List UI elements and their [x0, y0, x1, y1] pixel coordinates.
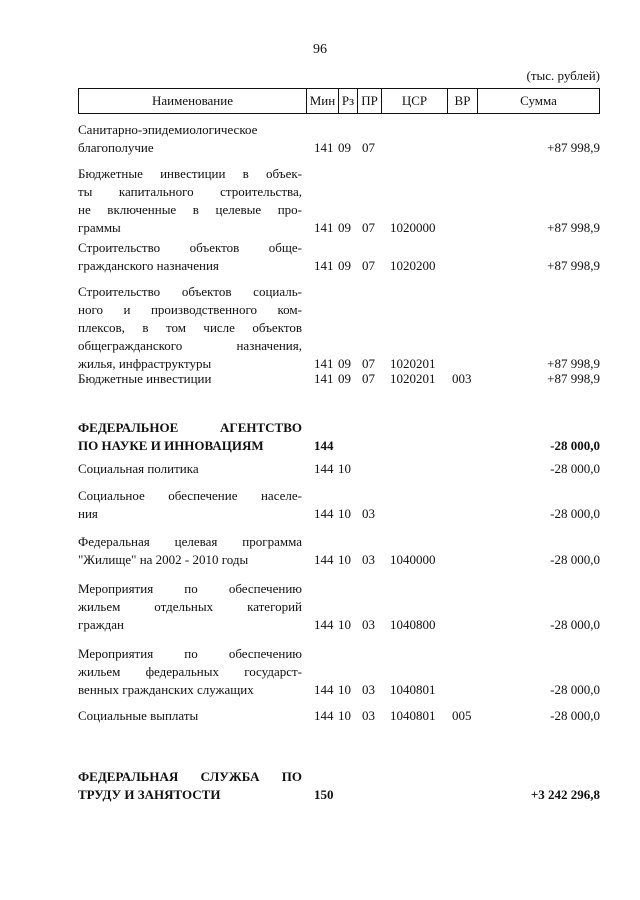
row-sum: -28 000,0 — [550, 617, 600, 632]
row-rz: 10 — [338, 552, 351, 567]
row-name-line: ТРУДУ И ЗАНЯТОСТИ — [78, 787, 221, 802]
row-name — [78, 419, 302, 455]
table-row — [78, 283, 600, 373]
row-rz: 09 — [338, 371, 351, 386]
row-name-line: гражданского назначения — [78, 258, 219, 273]
row-csr: 1040000 — [390, 552, 436, 567]
row-name-line: Социальное обеспечение населе- — [78, 488, 302, 503]
row-min: 144 — [314, 552, 334, 567]
row-vr: 003 — [452, 371, 472, 386]
row-sum: -28 000,0 — [550, 506, 600, 521]
row-name — [78, 283, 302, 373]
row-pr: 07 — [362, 220, 375, 235]
row-sum: +87 998,9 — [547, 356, 600, 371]
row-min: 144 — [314, 708, 334, 723]
row-name — [78, 533, 302, 569]
row-name — [78, 768, 302, 804]
row-name-line: Федеральная целевая программа — [78, 534, 302, 549]
row-name — [78, 580, 302, 634]
row-csr: 1020201 — [390, 371, 436, 386]
row-min: 144 — [314, 506, 334, 521]
row-name-line: ного и производственного ком- — [78, 302, 302, 317]
row-sum: +87 998,9 — [547, 258, 600, 273]
row-rz: 09 — [338, 220, 351, 235]
row-name — [78, 460, 302, 478]
units-label: (тыс. рублей) — [526, 68, 600, 83]
row-name-line: плексов, в том числе объектов — [78, 320, 302, 335]
row-min: 144 — [314, 461, 334, 476]
row-vr: 005 — [452, 708, 472, 723]
row-csr: 1020000 — [390, 220, 436, 235]
row-name — [78, 165, 302, 237]
row-name-line: жильем федеральных государст- — [78, 664, 302, 679]
page-number: 96 — [313, 42, 327, 57]
row-name-line: Бюджетные инвестиции в объек- — [78, 166, 302, 181]
row-min: 141 — [314, 371, 334, 386]
row-name-line: "Жилище" на 2002 - 2010 годы — [78, 552, 249, 567]
row-pr: 03 — [362, 552, 375, 567]
row-name-line: Социальные выплаты — [78, 708, 199, 723]
row-name-line: ния — [78, 506, 98, 521]
row-name-line: Мероприятия по обеспечению — [78, 581, 302, 596]
row-name-line: граждан — [78, 617, 124, 632]
row-min: 144 — [314, 438, 334, 453]
table-row — [78, 487, 600, 523]
row-rz: 10 — [338, 506, 351, 521]
header-sum: Сумма — [520, 93, 557, 108]
row-sum: -28 000,0 — [550, 552, 600, 567]
table-row — [78, 768, 600, 804]
row-name — [78, 239, 302, 275]
row-rz: 09 — [338, 258, 351, 273]
table-row — [78, 645, 600, 699]
row-pr: 07 — [362, 258, 375, 273]
row-csr: 1020201 — [390, 356, 436, 371]
row-sum: -28 000,0 — [550, 461, 600, 476]
table-header — [78, 88, 600, 114]
row-pr: 07 — [362, 356, 375, 371]
row-pr: 07 — [362, 371, 375, 386]
row-pr: 03 — [362, 617, 375, 632]
row-pr: 03 — [362, 506, 375, 521]
row-name-line: благополучие — [78, 140, 154, 155]
row-sum: -28 000,0 — [550, 708, 600, 723]
row-name-line: Санитарно-эпидемиологическое — [78, 122, 258, 137]
row-name-line: Бюджетные инвестиции — [78, 371, 212, 386]
header-csr: ЦСР — [382, 89, 448, 113]
row-name — [78, 487, 302, 523]
table-row — [78, 165, 600, 237]
row-name — [78, 121, 302, 157]
row-csr: 1040801 — [390, 708, 436, 723]
row-rz: 09 — [338, 356, 351, 371]
header-pr: ПР — [358, 89, 382, 113]
row-name-line: ПО НАУКЕ И ИННОВАЦИЯМ — [78, 438, 264, 453]
row-rz: 10 — [338, 617, 351, 632]
row-min: 141 — [314, 140, 334, 155]
row-rz: 09 — [338, 140, 351, 155]
row-name-line: Строительство объектов обще- — [78, 240, 302, 255]
row-name — [78, 707, 302, 725]
row-pr: 03 — [362, 708, 375, 723]
row-name-line: Строительство объектов социаль- — [78, 284, 302, 299]
header-rz: Рз — [339, 89, 358, 113]
header-name: Наименование — [79, 89, 307, 113]
row-pr: 07 — [362, 140, 375, 155]
row-name-line: ты капитального строительства, — [78, 184, 302, 199]
row-csr: 1020200 — [390, 258, 436, 273]
row-min: 141 — [314, 220, 334, 235]
table-row — [78, 460, 600, 478]
row-csr: 1040801 — [390, 682, 436, 697]
row-name-line: Социальная политика — [78, 461, 199, 476]
table-row — [78, 419, 600, 455]
row-rz: 10 — [338, 708, 351, 723]
table-row — [78, 533, 600, 569]
table-row — [78, 370, 600, 388]
row-min: 141 — [314, 258, 334, 273]
row-sum: +3 242 296,8 — [530, 787, 600, 802]
row-min: 144 — [314, 617, 334, 632]
row-sum: -28 000,0 — [550, 438, 600, 453]
row-name-line: не включенные в целевые про- — [78, 202, 302, 217]
header-vr: ВР — [448, 89, 478, 113]
table-row — [78, 121, 600, 157]
table-row — [78, 580, 600, 634]
header-min: Мин — [307, 89, 339, 113]
row-name — [78, 370, 302, 388]
row-sum: +87 998,9 — [547, 140, 600, 155]
row-name-line: общегражданского назначения, — [78, 338, 302, 353]
row-name — [78, 645, 302, 699]
row-name-line: жильем отдельных категорий — [78, 599, 302, 614]
row-sum: +87 998,9 — [547, 220, 600, 235]
row-min: 141 — [314, 356, 334, 371]
row-name-line: ФЕДЕРАЛЬНАЯ СЛУЖБА ПО — [78, 769, 302, 784]
row-csr: 1040800 — [390, 617, 436, 632]
row-min: 150 — [314, 787, 334, 802]
row-sum: +87 998,9 — [547, 371, 600, 386]
row-name-line: венных гражданских служащих — [78, 682, 254, 697]
row-name-line: ФЕДЕРАЛЬНОЕ АГЕНТСТВО — [78, 420, 302, 435]
table-row — [78, 707, 600, 725]
row-rz: 10 — [338, 461, 351, 476]
row-name-line: Мероприятия по обеспечению — [78, 646, 302, 661]
row-sum: -28 000,0 — [550, 682, 600, 697]
row-name-line: граммы — [78, 220, 121, 235]
table-row — [78, 239, 600, 275]
row-min: 144 — [314, 682, 334, 697]
row-pr: 03 — [362, 682, 375, 697]
row-rz: 10 — [338, 682, 351, 697]
row-name-line: жилья, инфраструктуры — [78, 356, 212, 371]
